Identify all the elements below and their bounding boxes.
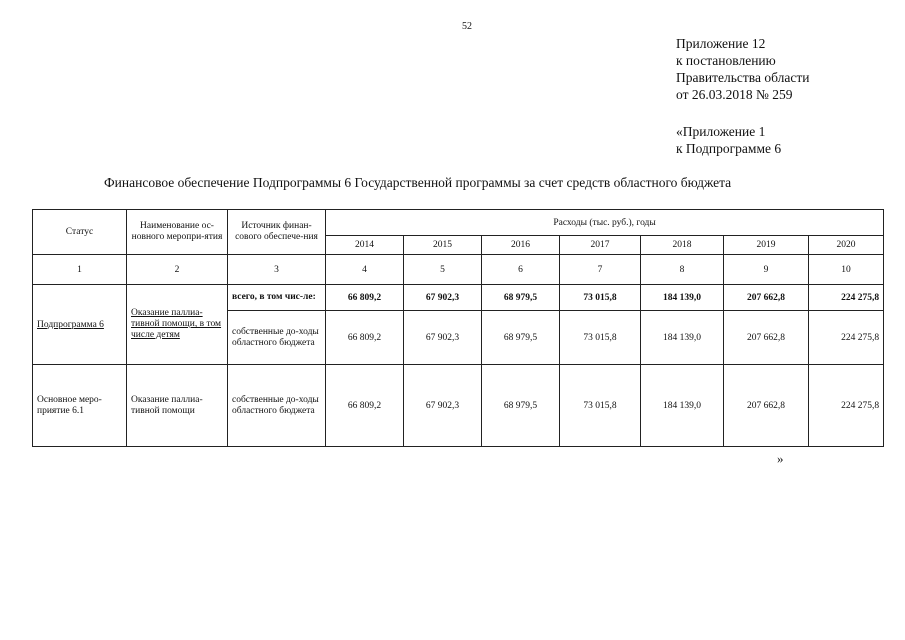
column-number: 8 — [641, 255, 724, 285]
header-measure: Наименование ос-новного меропри-ятия — [127, 210, 228, 255]
appendix-reference — [676, 123, 781, 157]
closing-quote: » — [777, 451, 784, 466]
subprogram-measure: Оказание паллиа-тивной помощи, в том числе детям — [127, 285, 228, 365]
total-value: 66 809,2 — [326, 285, 404, 311]
own-income-value: 73 015,8 — [560, 311, 641, 365]
header-year: 2015 — [404, 236, 482, 255]
column-number-row — [33, 255, 884, 285]
total-value: 73 015,8 — [560, 285, 641, 311]
header-expenses: Расходы (тыс. руб.), годы — [326, 210, 884, 236]
total-value: 224 275,8 — [809, 285, 884, 311]
header-year: 2019 — [724, 236, 809, 255]
main-measure-name: Оказание паллиа-тивной помощи — [127, 365, 228, 447]
total-value: 67 902,3 — [404, 285, 482, 311]
appendix-ref-line: «Приложение 1 — [676, 124, 766, 139]
header-status: Статус — [33, 210, 127, 255]
table-row-subprogram-total — [33, 285, 884, 311]
document-title: Финансовое обеспечение Подпрограммы 6 Государственной программы за счет средств областного бюджета — [104, 175, 732, 190]
appendix-line: от 26.03.2018 № 259 — [676, 87, 793, 102]
main-measure-value: 67 902,3 — [404, 365, 482, 447]
main-measure-source: собственные до-ходы областного бюджета — [228, 365, 326, 447]
total-label: всего, в том чис-ле: — [228, 285, 326, 311]
appendix-line: Приложение 12 — [676, 36, 766, 51]
main-measure-value: 73 015,8 — [560, 365, 641, 447]
column-number: 6 — [482, 255, 560, 285]
main-measure-value: 224 275,8 — [809, 365, 884, 447]
own-income-value: 66 809,2 — [326, 311, 404, 365]
column-number: 2 — [127, 255, 228, 285]
column-number: 4 — [326, 255, 404, 285]
column-number: 3 — [228, 255, 326, 285]
appendix-header — [676, 35, 809, 103]
own-income-label: собственные до-ходы областного бюджета — [228, 311, 326, 365]
column-number: 9 — [724, 255, 809, 285]
header-year: 2014 — [326, 236, 404, 255]
page-number: 52 — [462, 21, 472, 32]
column-number: 10 — [809, 255, 884, 285]
header-source: Источник финан-сового обеспече-ния — [228, 210, 326, 255]
total-value: 184 139,0 — [641, 285, 724, 311]
header-year: 2016 — [482, 236, 560, 255]
own-income-value: 67 902,3 — [404, 311, 482, 365]
financing-table — [32, 209, 884, 447]
main-measure-value: 184 139,0 — [641, 365, 724, 447]
header-year: 2018 — [641, 236, 724, 255]
header-year: 2020 — [809, 236, 884, 255]
header-year: 2017 — [560, 236, 641, 255]
column-number: 7 — [560, 255, 641, 285]
table-row-main-measure — [33, 365, 884, 447]
total-value: 207 662,8 — [724, 285, 809, 311]
main-measure-value: 66 809,2 — [326, 365, 404, 447]
own-income-value: 68 979,5 — [482, 311, 560, 365]
main-measure-status: Основное меро-приятие 6.1 — [33, 365, 127, 447]
subprogram-status: Подпрограмма 6 — [33, 285, 127, 365]
table-header-row — [33, 210, 884, 236]
own-income-value: 207 662,8 — [724, 311, 809, 365]
own-income-value: 184 139,0 — [641, 311, 724, 365]
main-measure-value: 68 979,5 — [482, 365, 560, 447]
column-number: 5 — [404, 255, 482, 285]
appendix-ref-line: к Подпрограмме 6 — [676, 141, 782, 156]
appendix-line: к постановлению — [676, 53, 776, 68]
column-number: 1 — [33, 255, 127, 285]
own-income-value: 224 275,8 — [809, 311, 884, 365]
appendix-line: Правительства области — [676, 70, 810, 85]
main-measure-value: 207 662,8 — [724, 365, 809, 447]
total-value: 68 979,5 — [482, 285, 560, 311]
